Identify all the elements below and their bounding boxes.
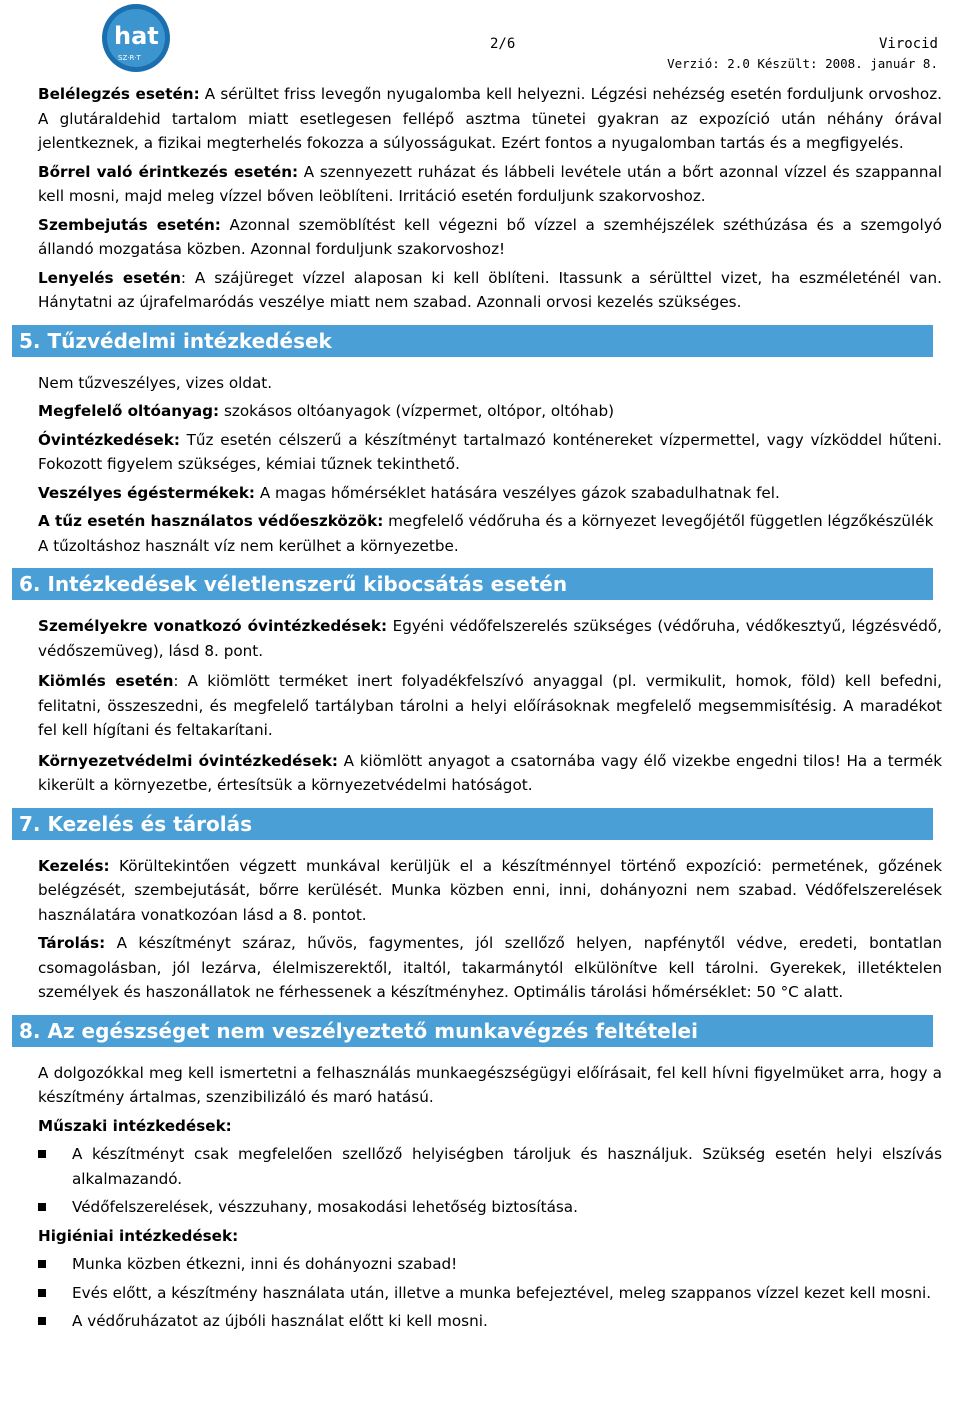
- combustion-products: Veszélyes égéstermékek: A magas hőmérséklet hatására veszélyes gázok szabadulhatnak fel.: [38, 483, 780, 502]
- fire-precautions: Óvintézkedések: Tűz esetén célszerű a készítményt tartalmazó konténereket vízpermettel, vagy vízköddel hűteni. Fokozott figyelem szükséges, kémiai tűznek tekinthető.: [38, 430, 942, 473]
- svg-text:hat: hat: [114, 22, 159, 50]
- skin-contact-paragraph: Bőrrel való érintkezés esetén: A szennyezett ruházat és lábbeli levétele után a bőrt azonnal vízzel és szappannal kell mosni, majd meleg vízzel bőven leöblíteni. Irritáció esetén forduljunk szakorvoshoz.: [38, 162, 942, 205]
- bullet-icon: [38, 1260, 46, 1268]
- technical-measures-title: Műszaki intézkedések:: [38, 1116, 232, 1135]
- inhalation-paragraph: Belélegzés esetén: A sérültet friss levegőn nyugalomba kell helyezni. Légzési nehézség esetén forduljunk orvoshoz. A glutáraldehid tartalom miatt esetlegesen fellépő asztma tünetei gyakran az expozíció után néhány órával jelentkeznek, a fizikai megterhelés fokozza a súlyosságukat. Ezért fontos a nyugalomban tartás és a megfigyelés.: [38, 85, 942, 152]
- hygiene-measures-title: Higiéniai intézkedések:: [38, 1226, 239, 1245]
- section-6-title: 6. Intézkedések véletlenszerű kibocsátás esetén: [12, 568, 933, 600]
- product-name: Virocid: [878, 36, 938, 52]
- environmental-precautions: Környezetvédelmi óvintézkedések: A kiömlött anyagot a csatornába vagy élő vizekbe engedni tilos! Ha a termék kikerült a környezetbe, értesítsük a környezetvédelmi hatóságot.: [38, 751, 942, 794]
- firefighting-equipment: A tűz esetén használatos védőeszközök: megfelelő védőruha és a környezet levegőjétől független légzőkészülék: [38, 512, 934, 530]
- firewater-note: A tűzoltáshoz használt víz nem kerülhet a környezetbe.: [38, 536, 459, 555]
- list-item: Védőfelszerelések, vészzuhany, mosakodási lehetőség biztosítása.: [38, 1195, 942, 1220]
- handling-paragraph: Kezelés: Körültekintően végzett munkával kerüljük el a készítménnyel történő expozíció: permetének, gőzének belégzését, szembejutását, bőrre kerülését. Munka közben enni, inni, dohányozni nem szabad. Védőfelszerelések használatára vonatkozóan lásd a 8. pontot.: [38, 856, 942, 924]
- eye-contact-paragraph: Szembejutás esetén: Azonnal szemöblítést kell végezni bő vízzel a szemhéjszélek széthúzása és a szemgolyó állandó mozgatása közben. Azonnal forduljunk szakorvoshoz!: [38, 215, 942, 258]
- technical-measures-list: [38, 1142, 942, 1220]
- hygiene-measures-list: [38, 1252, 942, 1334]
- page-header: [38, 0, 942, 82]
- bullet-icon: [38, 1150, 46, 1158]
- svg-text:SZ·R·T: SZ·R·T: [118, 54, 141, 62]
- document-page: [19, 0, 942, 1338]
- section-8-title: 8. Az egészséget nem veszélyeztető munkavégzés feltételei: [12, 1015, 933, 1047]
- bullet-icon: [38, 1203, 46, 1211]
- version-info: Verzió: 2.0 Készült: 2008. január 8.: [667, 56, 938, 71]
- list-item: Evés előtt, a készítmény használata után, illetve a munka befejeztével, meleg szappanos vízzel kezet kell mosni.: [38, 1281, 942, 1306]
- section-7-title: 7. Kezelés és tárolás: [12, 808, 933, 840]
- list-item: Munka közben étkezni, inni és dohányozni szabad!: [38, 1252, 942, 1277]
- ingestion-paragraph: Lenyelés esetén: A szájüreget vízzel alaposan ki kell öblíteni. Itassunk a sérülttel vizet, ha eszméleténél van. Hánytatni az újrafelmaródás veszélye miatt nem szabad. Azonnali orvosi kezelés szükséges.: [38, 268, 942, 311]
- spill-paragraph: Kiömlés esetén: A kiömlött terméket inert folyadékfelszívó anyaggal (pl. vermikulit, homok, föld) kell befedni, felitatni, összeszedni, és megfelelő tartályban tárolni a helyi előírásoknak megfelelő megsemmisítésig. A maradékot fel kell hígítani és feltakarítani.: [38, 672, 942, 739]
- page-number: 2/6: [490, 36, 516, 52]
- hat-logo: [68, 2, 174, 74]
- personal-precautions: Személyekre vonatkozó óvintézkedések: Egyéni védőfelszerelés szükséges (védőruha, védőkesztyű, légzésvédő, védőszemüveg), lásd 8. pont.: [38, 617, 942, 660]
- list-item: A védőruházatot az újbóli használat előtt ki kell mosni.: [38, 1309, 942, 1334]
- bullet-icon: [38, 1317, 46, 1325]
- section-8-intro: A dolgozókkal meg kell ismertetni a felhasználás munkaegészségügyi előírásait, fel kell hívni figyelmüket arra, hogy a készítmény ártalmas, szenzibilizáló és maró hatású.: [38, 1063, 942, 1106]
- bullet-icon: [38, 1289, 46, 1297]
- fire-note: Nem tűzveszélyes, vizes oldat.: [38, 373, 273, 392]
- extinguishing-media: Megfelelő oltóanyag: szokásos oltóanyagok (vízpermet, oltópor, oltóhab): [38, 402, 615, 420]
- section-5-title: 5. Tűzvédelmi intézkedések: [12, 325, 933, 357]
- storage-paragraph: Tárolás: A készítményt száraz, hűvös, fagymentes, jól szellőző helyen, napfénytől védve, eredeti, bontatlan csomagolásban, jól lezárva, élelmiszerektől, italtól, takarmánytól elkülönítve kell tárolni. Gyerekek, illetéktelen személyek és haszonállatok ne férhessenek a készítményhez. Optimális tárolási hőmérséklet: 50 °C alatt.: [38, 934, 942, 1001]
- list-item: A készítményt csak megfelelően szellőző helyiségben tároljuk és használjuk. Szükség esetén helyi elszívás alkalmazandó.: [38, 1142, 942, 1191]
